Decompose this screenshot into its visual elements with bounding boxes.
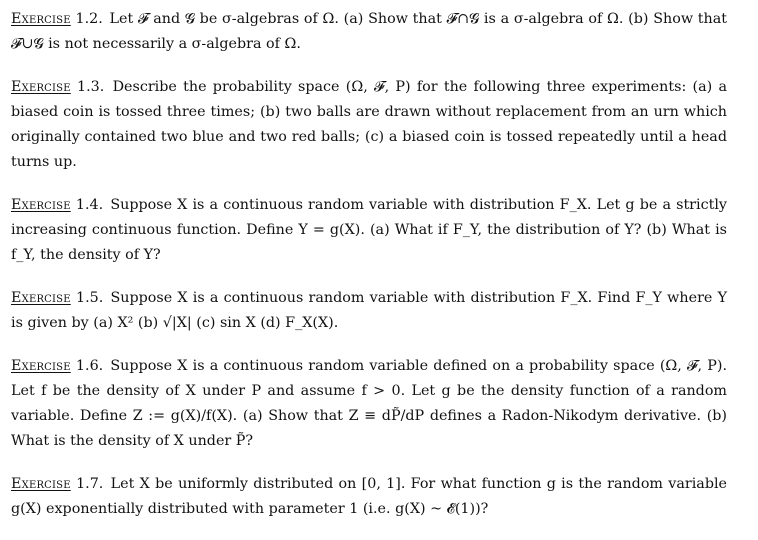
exercise-label: Exercise — [11, 11, 71, 27]
exercise-text: Suppose X is a continuous random variable with distribution F_X. Find F_Y where Y is given by (a) X² (b) √|X| (c) sin X (d) F_X(X). — [11, 290, 728, 331]
exercise-text: Describe the probability space (Ω, 𝓕, P) for the following three experiments: (a) a biased coin is tossed three times; (b) two balls are drawn without replacement from an urn which originally contained two blue and two red balls; (c) a biased coin is tossed repeatedly until a head turns up. — [11, 79, 727, 170]
exercise-list — [11, 7, 727, 540]
exercise-1-7 — [11, 472, 727, 522]
exercise-1-3 — [11, 75, 727, 175]
exercise-label: Exercise — [11, 358, 71, 374]
exercise-text: Let X be uniformly distributed on [0, 1]. For what function g is the random variable g(X) exponentially distributed with parameter 1 (i.e. g(X) ~ 𝓔(1))? — [11, 476, 728, 517]
exercise-text: Let 𝓕 and 𝓖 be σ-algebras of Ω. (a) Show that 𝓕∩𝓖 is a σ-algebra of Ω. (b) Show that 𝓕∪𝓖 is not necessarily a σ-algebra of Ω. — [11, 11, 728, 52]
exercise-1-5 — [11, 286, 727, 336]
exercise-number: 1.5. — [75, 290, 104, 306]
exercise-label: Exercise — [11, 290, 71, 306]
exercise-number: 1.6. — [75, 358, 104, 374]
exercise-text: Suppose X is a continuous random variable defined on a probability space (Ω, 𝓕, P). Let f be the density of X under P and assume f > 0. Let g be the density function of a random variable. Define Z := g(X)/f(X). (a) Show that Z ≡ dP̃/dP defines a Radon-Nikodym derivative. (b) What is the density of X under P̃? — [11, 358, 727, 449]
exercise-number: 1.3. — [77, 79, 105, 95]
exercise-number: 1.2. — [75, 11, 103, 27]
exercise-1-6 — [11, 354, 727, 454]
exercise-label: Exercise — [11, 79, 71, 95]
exercise-1-4 — [11, 193, 727, 268]
exercise-label: Exercise — [11, 476, 71, 492]
exercise-number: 1.7. — [76, 476, 104, 492]
exercise-number: 1.4. — [75, 197, 104, 213]
exercise-text: Suppose X is a continuous random variable with distribution F_X. Let g be a strictly increasing continuous function. Define Y = g(X). (a) What if F_Y, the distribution of Y? (b) What is f_Y, the density of Y? — [11, 197, 727, 263]
exercise-1-2 — [11, 7, 727, 57]
exercise-label: Exercise — [11, 197, 71, 213]
